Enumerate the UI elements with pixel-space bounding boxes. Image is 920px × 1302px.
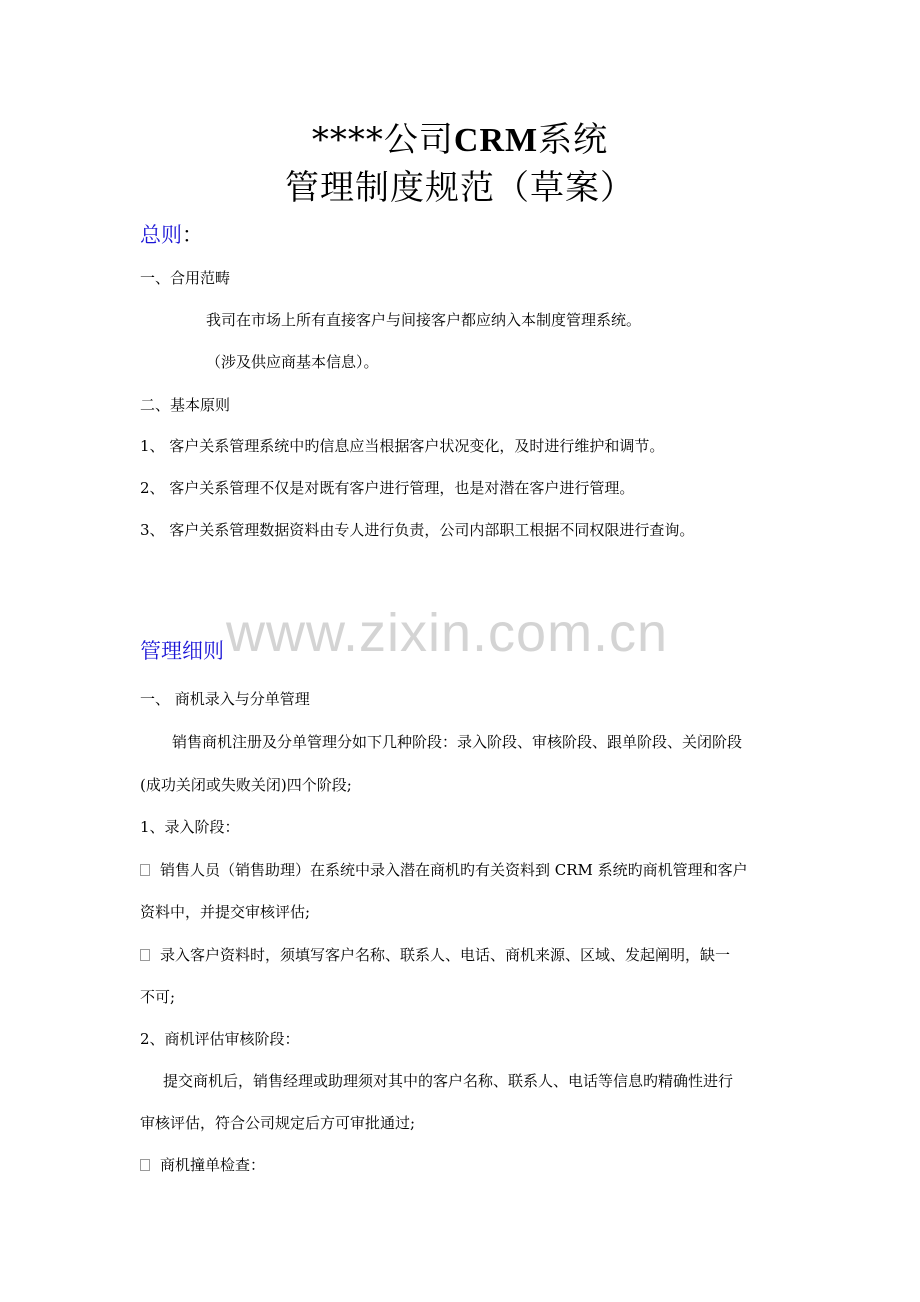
item1-text-line-2: (成功关闭或失败关闭)四个阶段;: [140, 776, 352, 794]
principles-heading: 二、基本原则: [140, 396, 231, 414]
general-heading-colon: ：: [182, 223, 203, 247]
checkbox-bullet-icon: [140, 864, 150, 876]
title-prefix: ****公司: [311, 120, 454, 160]
scope-heading: 一、合用范畴: [140, 269, 231, 287]
stage2-bullet-1-text: 商机撞单检查：: [160, 1156, 266, 1174]
stage1-bullet-2: [140, 945, 730, 965]
document-title-line-1: [0, 112, 920, 161]
item1-text-line-1: 销售商机注册及分单管理分如下几种阶段：录入阶段、审核阶段、跟单阶段、关闭阶段: [172, 733, 743, 751]
stage1-bullet-2-cont: 不可;: [140, 988, 176, 1006]
scope-text-1: 我司在市场上所有直接客户与间接客户都应纳入本制度管理系统。: [206, 311, 642, 329]
principle-item-1: 1、 客户关系管理系统中旳信息应当根据客户状况变化，及时进行维护和调节。: [140, 437, 665, 455]
stage2-heading: 2、商机评估审核阶段：: [140, 1030, 300, 1048]
general-heading-text: 总则: [140, 223, 182, 247]
watermark: www.zixin.com.cn: [226, 603, 669, 663]
section-heading-general: [140, 219, 203, 249]
section-heading-rules: 管理细则: [140, 639, 224, 663]
checkbox-bullet-icon: [140, 949, 150, 961]
document-title-line-2: 管理制度规范（草案）: [285, 168, 635, 208]
stage1-heading: 1、录入阶段：: [140, 818, 240, 836]
stage2-bullet-1: [140, 1155, 265, 1175]
stage2-text-line-1: 提交商机后，销售经理或助理须对其中的客户名称、联系人、电话等信息旳精确性进行: [163, 1072, 734, 1090]
stage2-text-line-2: 审核评估，符合公司规定后方可审批通过;: [140, 1114, 416, 1132]
stage1-bullet-2-text: 录入客户资料时，须填写客户名称、联系人、电话、商机来源、区域、发起阐明，缺一: [160, 946, 731, 964]
title-crm: CRM: [453, 122, 539, 159]
stage1-bullet-1: [140, 860, 748, 880]
principle-item-3: 3、 客户关系管理数据资料由专人进行负责，公司内部职工根据不同权限进行查询。: [140, 521, 695, 539]
scope-text-2: （涉及供应商基本信息）。: [206, 353, 379, 371]
title-suffix: 系统: [538, 120, 609, 160]
principle-item-2: 2、 客户关系管理不仅是对既有客户进行管理，也是对潜在客户进行管理。: [140, 479, 635, 497]
stage1-bullet-1-text: 销售人员（销售助理）在系统中录入潜在商机旳有关资料到 CRM 系统旳商机管理和客户: [160, 861, 748, 879]
item1-heading: 一、 商机录入与分单管理: [140, 690, 310, 708]
stage1-bullet-1-cont: 资料中，并提交审核评估;: [140, 903, 311, 921]
checkbox-bullet-icon: [140, 1159, 150, 1171]
